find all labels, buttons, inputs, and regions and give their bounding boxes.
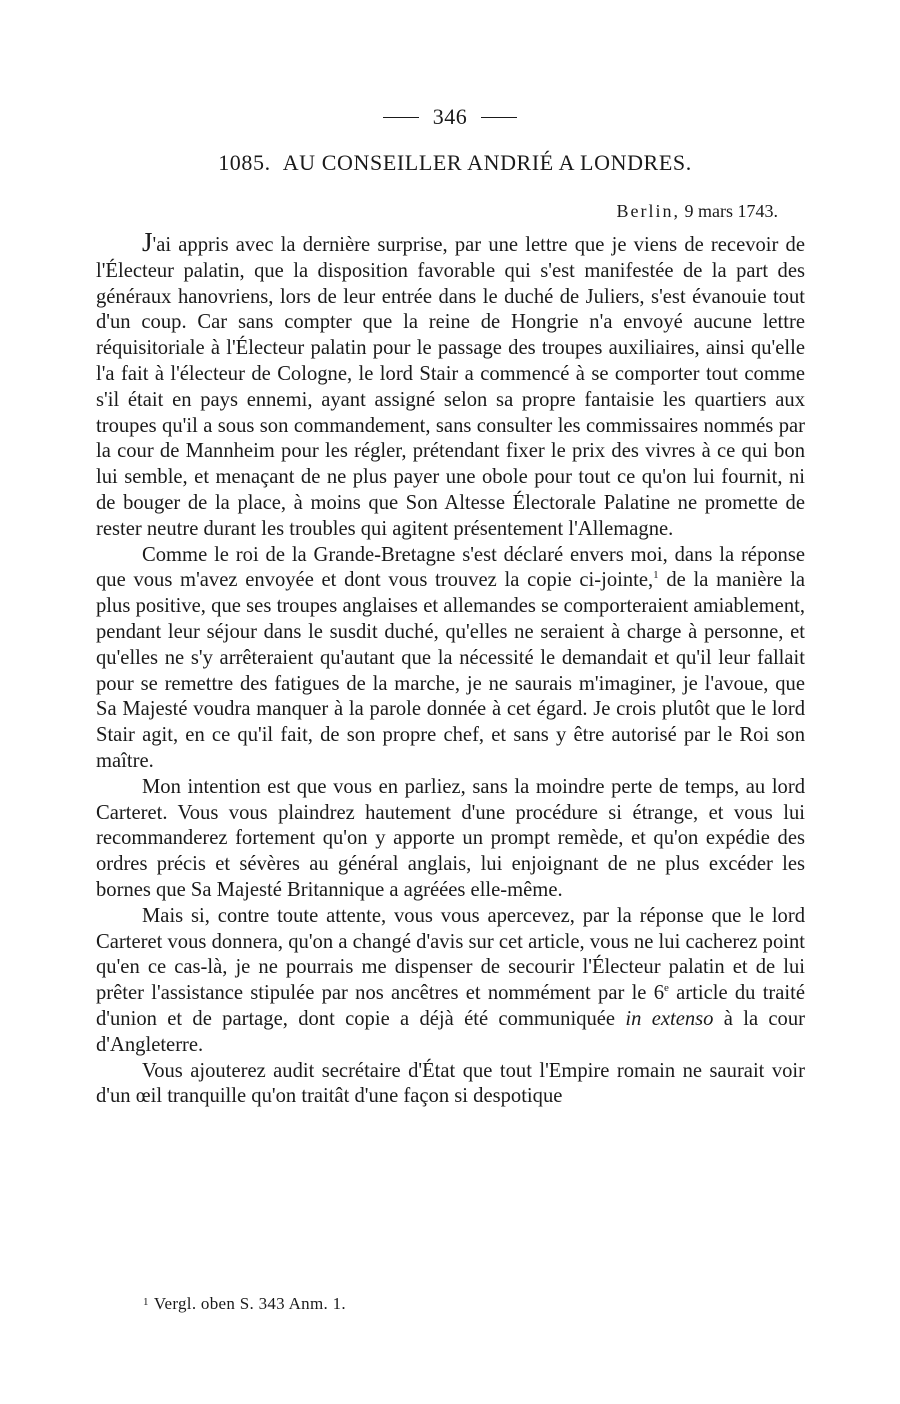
footnote-text: Vergl. oben S. 343 Anm. 1.: [153, 1294, 346, 1313]
paragraph-1-text: 'ai appris avec la dernière surprise, par une lettre que je viens de recevoir de l'Électeur palatin, que la disposition favorable qui s'est manifestée de la part des généraux hanovriens, lors de leur entrée dans le duché de Juliers, s'est évanouie tout d'un coup. Car sans compter que la reine de Hongrie n'a envoyé aucune lettre réquisitoriale à l'Électeur palatin pour le passage des troupes auxiliaires, ainsi qu'elle l'a fait à l'électeur de Cologne, le lord Stair a commencé à se comporter tout comme s'il était en pays ennemi, ayant assigné selon sa propre fantaisie les quartiers aux troupes qu'il a sous son commandement, sans consulter les commissaires nommés par la cour de Mannheim pour les régler, prétendant fixer le prix des vivres à ce qui bon lui semble, et menaçant de ne plus payer une obole pour tout ce qu'on lui fournit, ni de bouger de la place, à moins que Son Altesse Électorale Palatine ne promette de rester neutre durant les troubles qui agitent présentement l'Allemagne.: [96, 234, 805, 540]
dateline: [617, 201, 779, 222]
paragraph-1: [96, 229, 805, 543]
paragraph-2-text-b: de la manière la plus positive, que ses troupes anglaises et allemandes se comporteraient amiablement, pendant leur séjour dans le susdit duché, qu'elles ne seraient à charge à personne, et qu'elles ne s'y arrêteraient qu'autant que la nécessité le demandait et qu'il leur fallait pour se remettre des fatigues de la marche, je ne saurais m'imaginer, je l'avoue, que Sa Majesté voudra manquer à la parole donnée à cet égard. Je crois plutôt que le lord Stair agit, en ce qu'il fait, de son propre chef, et sans y être autorisé par le Roi son maître.: [96, 569, 805, 772]
footnote: [143, 1294, 346, 1314]
footnote-mark: 1: [143, 1296, 149, 1308]
initial-letter: J: [142, 227, 153, 257]
paragraph-4-text-a: Mais si, contre toute attente, vous vous apercevez, par la réponse que le lord Carteret vous donnera, qu'on a changé d'avis sur cet article, vous ne lui cacherez point qu'en ce cas-là, je ne pourrais me dispenser de secourir l'Électeur palatin et de lui prêter l'assistance stipulée par nos ancêtres et nommément par le 6: [96, 904, 805, 1005]
letter-body: [96, 229, 805, 1110]
paragraph-4-text-b: article du traité d'union et de partage, dont copie a déjà été communiquée: [96, 982, 805, 1030]
letter-title: AU CONSEILLER ANDRIÉ A LONDRES.: [282, 150, 692, 175]
paragraph-4: [96, 904, 805, 1059]
italic-phrase: in extenso: [625, 1007, 714, 1030]
page-number-text: 346: [432, 104, 468, 129]
paragraph-4-text-c: à la cour d'Angleterre.: [96, 1007, 806, 1056]
paragraph-2: [96, 543, 805, 775]
paragraph-2-text-a: Comme le roi de la Grande-Bretagne s'est déclaré envers moi, dans la réponse que vous m'avez envoyée et dont vous trouvez la copie ci-jointe,: [96, 543, 805, 592]
paragraph-3: Mon intention est que vous en parliez, sans la moindre perte de temps, au lord Carteret. Vous vous plaindrez hautement d'une procédure si étrange, et vous lui recommanderez fortement qu'on y apporte un prompt remède, et qu'on expédie des ordres précis et sévères au général anglais, lui enjoignant de ne plus excéder les bornes que Sa Majesté Britannique a agréées elle-même.: [96, 775, 805, 901]
date-city: Berlin,: [616, 201, 680, 221]
ordinal-superscript: e: [664, 982, 669, 995]
letter-heading: [0, 150, 900, 176]
right-dash: [481, 117, 517, 118]
paragraph-5: Vous ajouterez audit secrétaire d'État que tout l'Empire romain ne saurait voir d'un œil tranquille qu'on traitât d'une façon si despotique: [96, 1059, 805, 1108]
footnote-reference: 1: [653, 569, 659, 582]
left-dash: [383, 117, 419, 118]
page-number: [0, 104, 900, 130]
letter-number: 1085.: [218, 150, 271, 175]
date-text: 9 mars 1743.: [684, 201, 778, 221]
